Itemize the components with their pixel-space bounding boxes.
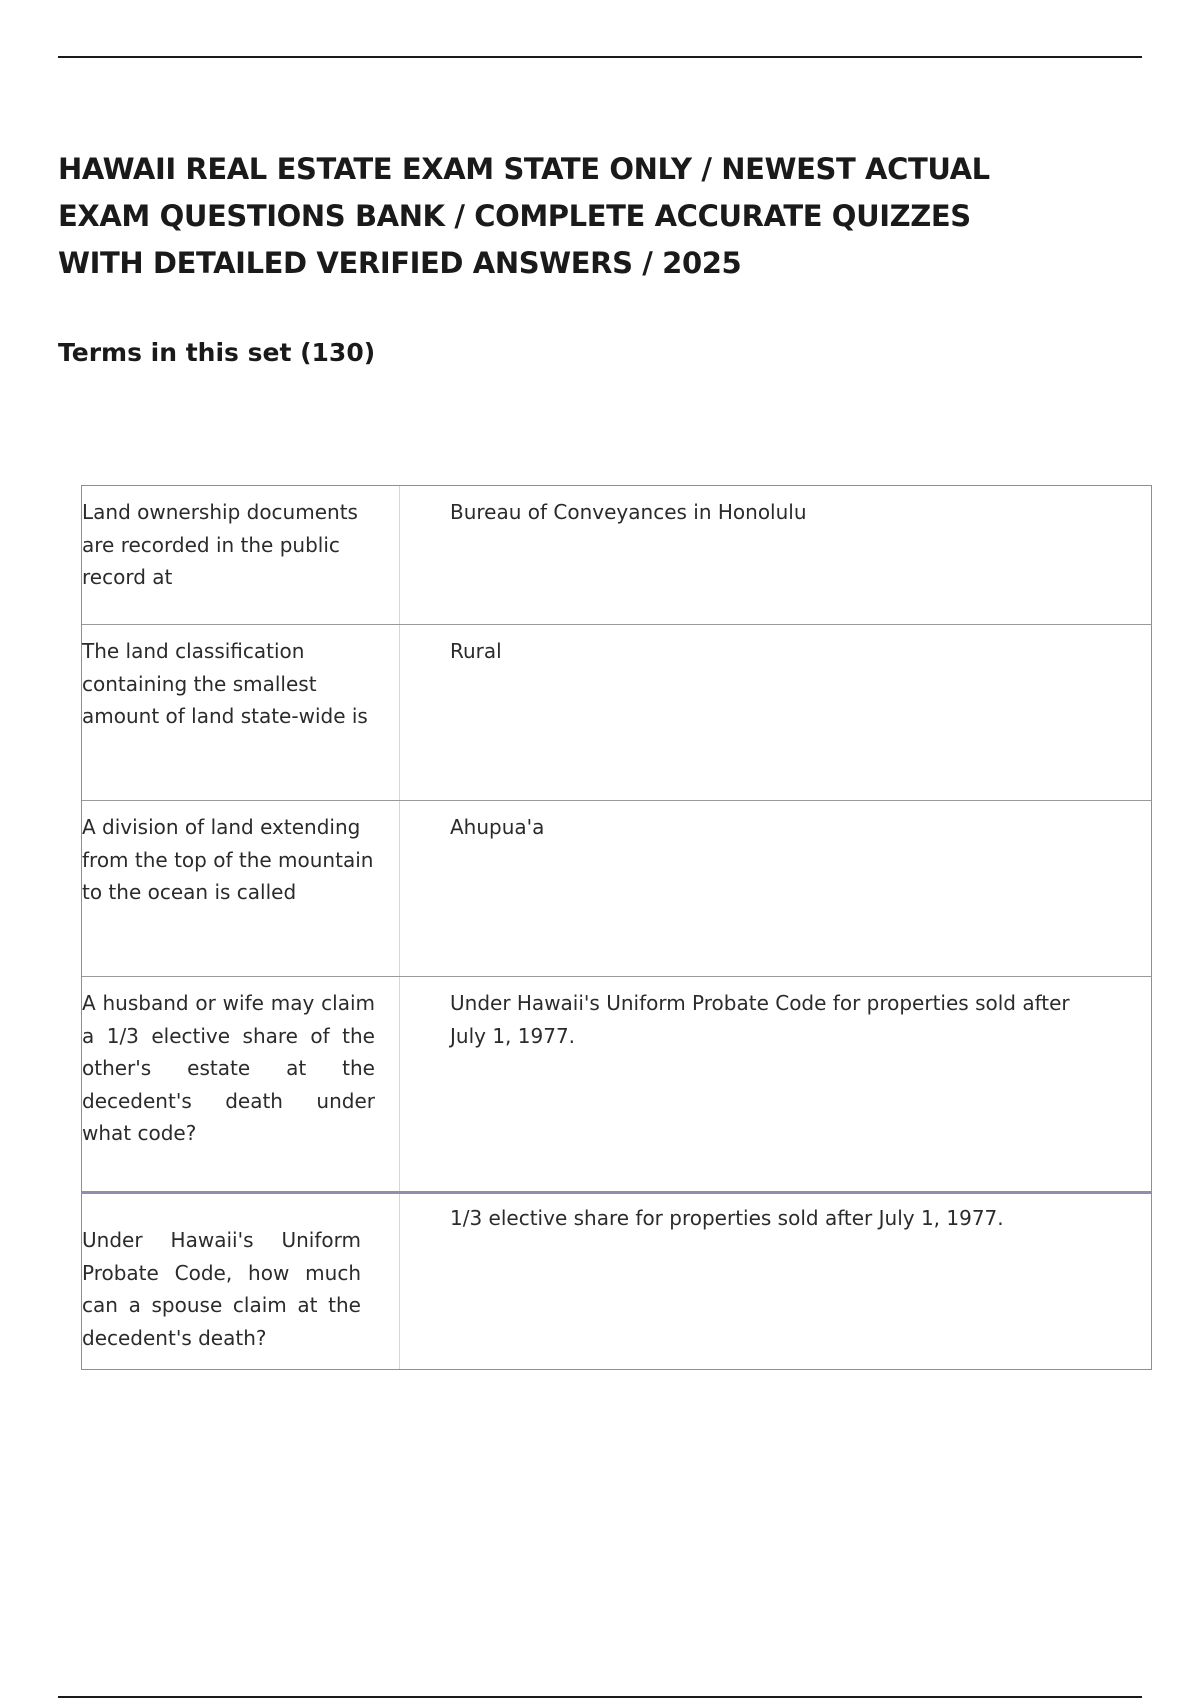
definition-cell: 1/3 elective share for properties sold after July 1, 1977. — [450, 1206, 1004, 1230]
bottom-rule — [58, 1696, 1142, 1698]
top-rule — [58, 56, 1142, 58]
flashcard-table — [81, 485, 1152, 1370]
definition-cell: Bureau of Conveyances in Honolulu — [450, 500, 807, 524]
title-line: WITH DETAILED VERIFIED ANSWERS / 2025 — [58, 246, 742, 280]
flashcard-row — [82, 800, 1151, 976]
definition-cell: Rural — [450, 639, 502, 663]
term-cell: A husband or wife may claim a 1/3 elective share of the other's estate at the decedent's death under what code? — [82, 977, 400, 1191]
terms-count-heading: Terms in this set (130) — [58, 338, 376, 367]
flashcard-row — [82, 486, 1151, 624]
flashcard-row — [82, 976, 1151, 1191]
definition-cell: Ahupua'a — [450, 815, 545, 839]
term-cell: The land classification containing the smallest amount of land state-wide is — [82, 625, 400, 800]
title-line: EXAM QUESTIONS BANK / COMPLETE ACCURATE QUIZZES — [58, 199, 971, 233]
term-cell: Under Hawaii's Uniform Probate Code, how much can a spouse claim at the decedent's death? — [82, 1194, 400, 1369]
flashcard-row — [82, 1191, 1151, 1369]
document-title — [58, 146, 998, 287]
term-cell: Land ownership documents are recorded in the public record at — [82, 486, 400, 624]
flashcard-row — [82, 624, 1151, 800]
title-line: HAWAII REAL ESTATE EXAM STATE ONLY / NEWEST ACTUAL — [58, 152, 990, 186]
definition-cell: Under Hawaii's Uniform Probate Code for properties sold after July 1, 1977. — [450, 991, 1070, 1048]
term-cell: A division of land extending from the top of the mountain to the ocean is called — [82, 801, 400, 976]
